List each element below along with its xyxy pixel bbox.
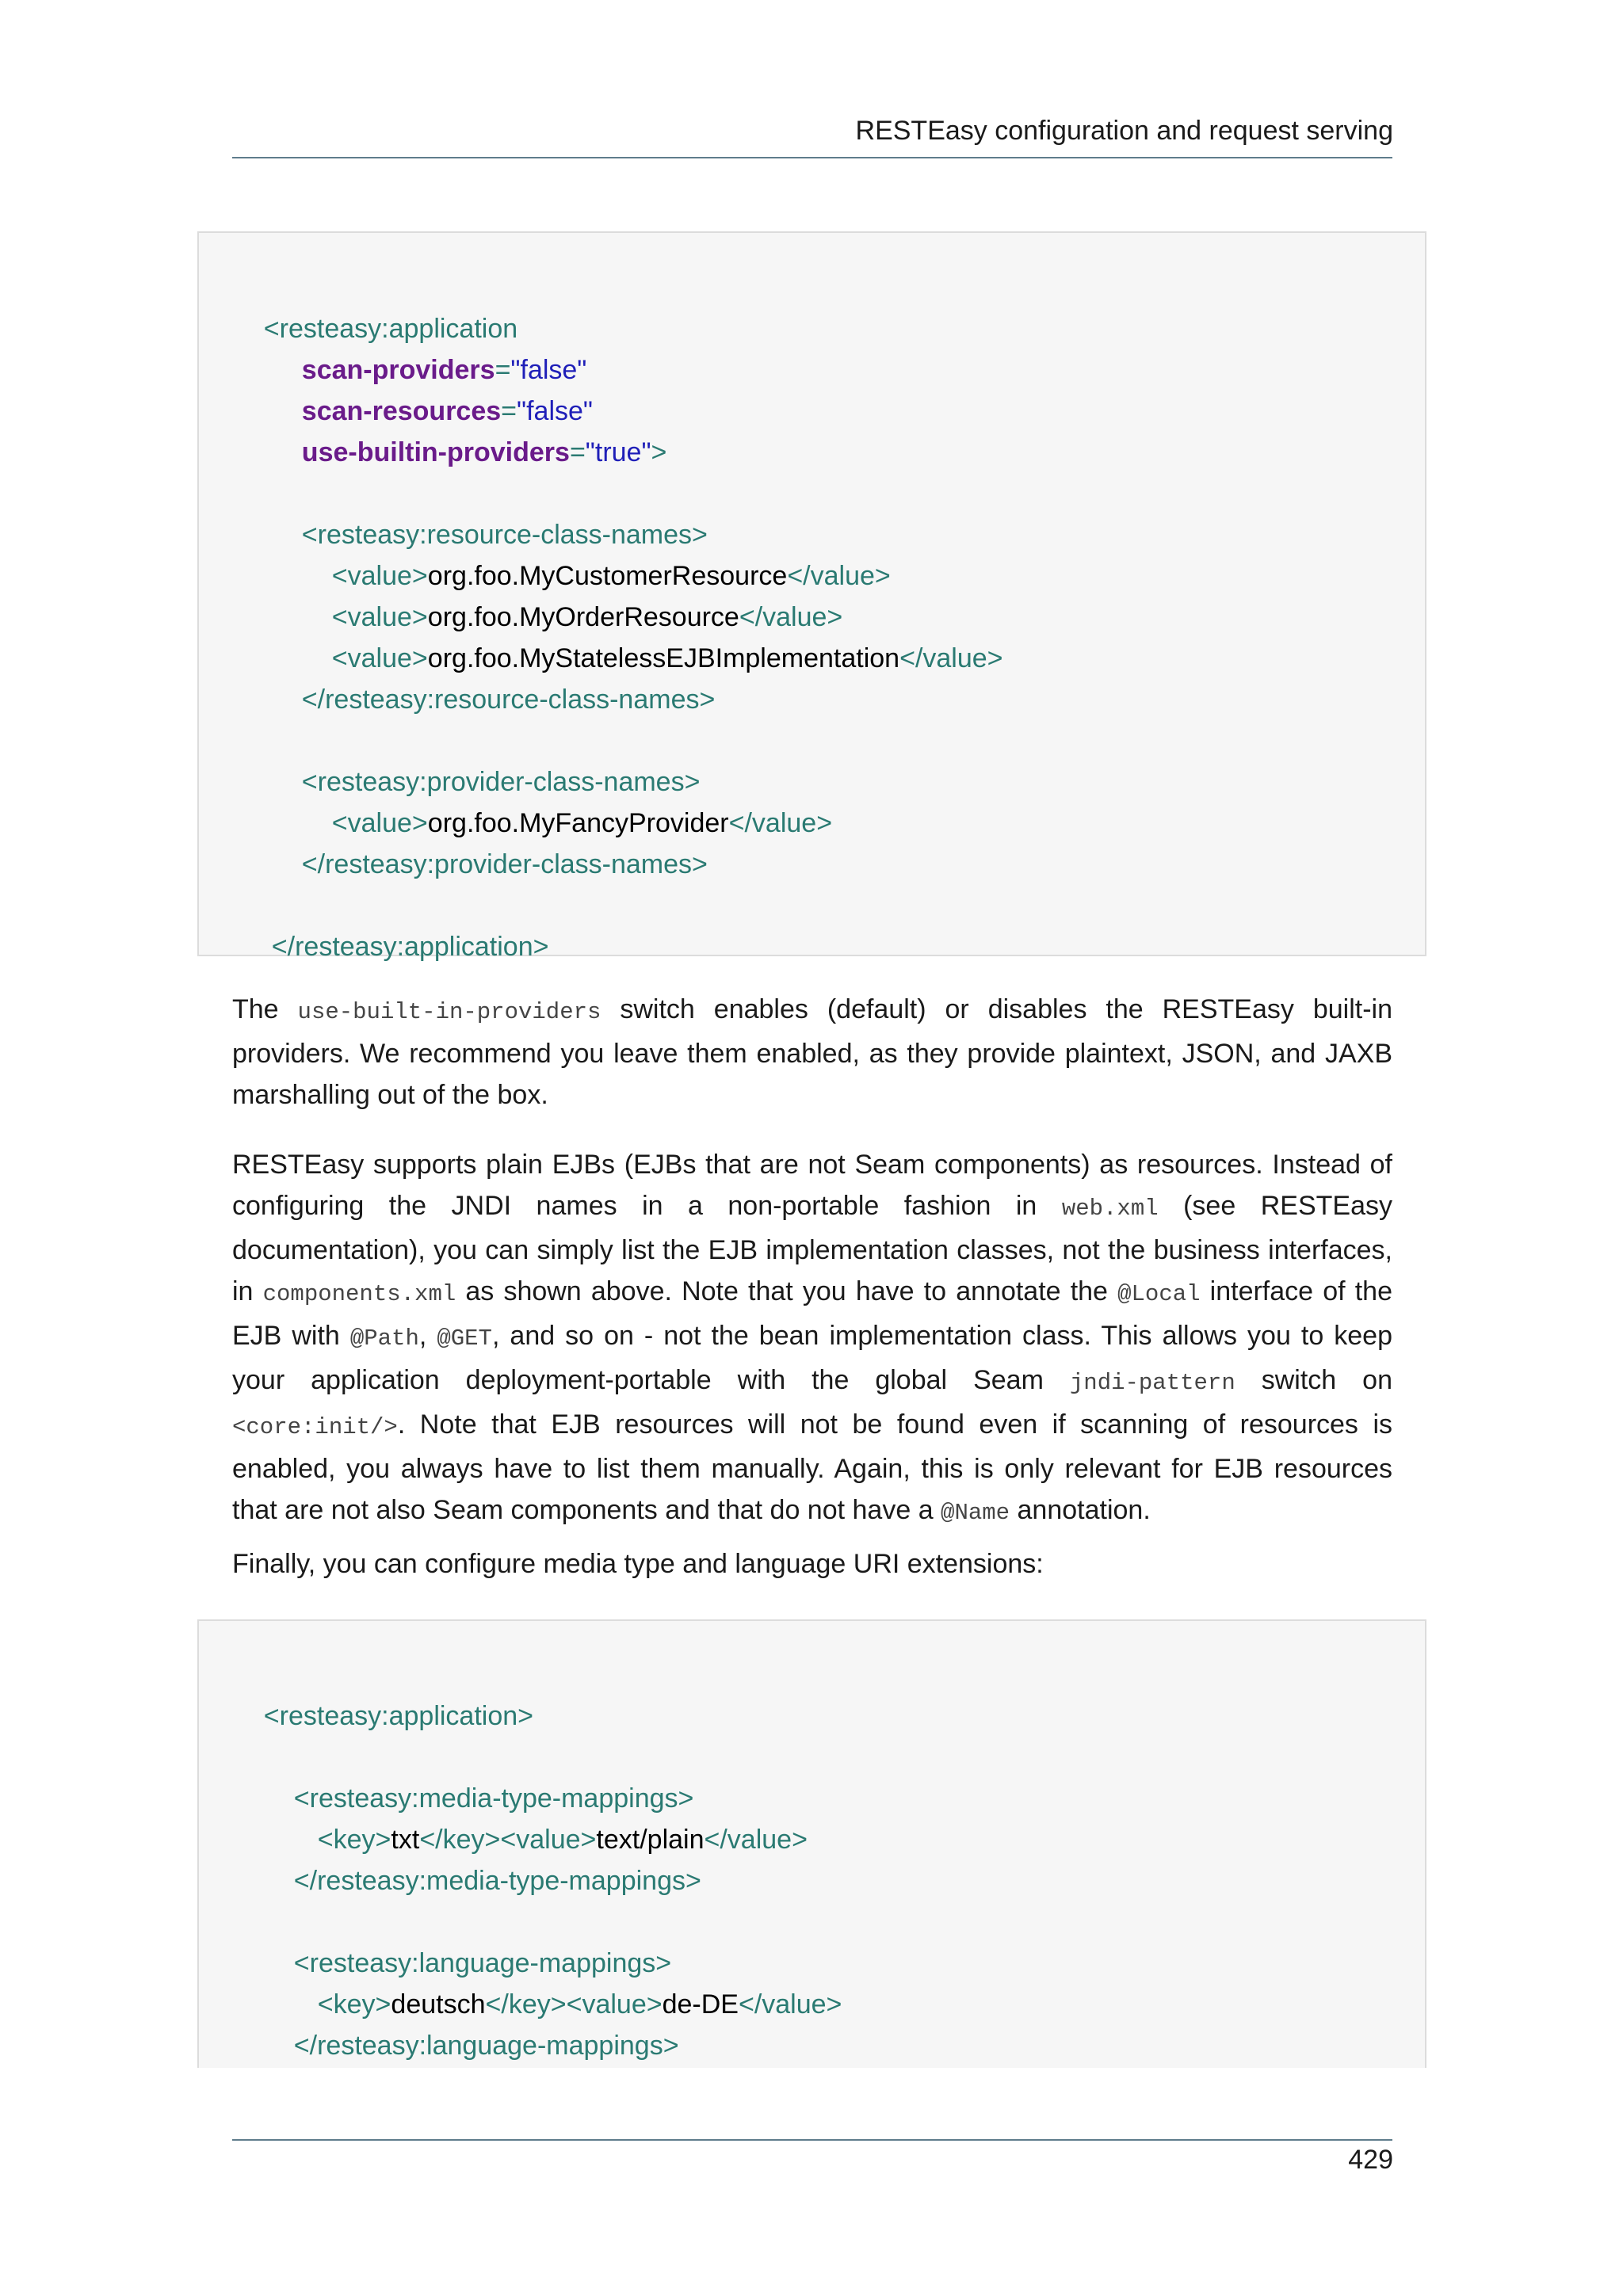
text: interface of the EJB with [232, 1276, 1392, 1351]
code-tag: <value> [331, 602, 428, 632]
code-tag: </value> [899, 643, 1003, 673]
code-line [302, 761, 833, 838]
inline-code: <core:init/> [232, 1414, 398, 1440]
code-tag: <resteasy:application> [263, 1701, 534, 1731]
inline-code: web.xml [1061, 1196, 1159, 1222]
code-tag: </resteasy:language-mappings> [293, 2031, 679, 2061]
code-line [264, 1819, 701, 1896]
text: (see RESTEasy documentation), you can simply list the EJB implementation classes, not the business interfaces, in [232, 1191, 1392, 1306]
code-string: "true" [585, 437, 651, 467]
text: , and so on - not the bean implementation class. This allows you to keep your application deployment-portable with the global Seam [232, 1321, 1392, 1395]
code-tag: <resteasy:resource-class-names> [301, 520, 708, 550]
code-tag: </resteasy:provider-class-names> [301, 849, 708, 879]
code-tag: <value> [500, 1825, 597, 1855]
paragraph-ejb-resources [232, 1144, 1392, 1534]
code-line [272, 638, 716, 715]
code-text: org.foo.MyStatelessEJBImplementation [427, 643, 900, 673]
code-line [264, 1984, 679, 2061]
code-tag: <resteasy:media-type-mappings> [293, 1783, 694, 1814]
code-line [272, 391, 667, 467]
code-line [234, 267, 518, 344]
code-attribute: scan-providers [301, 355, 495, 385]
text: as shown above. Note that you have to annotate the [456, 1276, 1118, 1306]
code-attribute: scan-resources [301, 396, 502, 426]
code-line [272, 803, 708, 879]
code-string: "false" [510, 355, 587, 385]
code-text: text/plain [596, 1825, 705, 1855]
code-tag: <value> [331, 808, 428, 838]
running-header: RESTEasy configuration and request serving [855, 116, 1393, 146]
code-text: org.foo.MyFancyProvider [427, 808, 729, 838]
code-equals: = [569, 437, 586, 467]
text: The [232, 994, 298, 1024]
code-tag: <value> [331, 643, 428, 673]
code-tag: <resteasy:application [263, 314, 518, 344]
code-line [242, 885, 549, 962]
text: switch on [1235, 1365, 1392, 1395]
text: switch enables (default) or disables the RESTEasy built-in providers. We recommend you leave them enabled, as they provide plaintext, JSON, and JAXB marshalling out of the box. [232, 994, 1392, 1110]
code-line [272, 308, 587, 385]
code-tag: </value> [728, 808, 833, 838]
code-line [264, 1901, 672, 1978]
code-tag: > [651, 437, 667, 467]
code-tag: <value> [566, 1989, 663, 2019]
code-text: org.foo.MyOrderResource [427, 602, 739, 632]
code-tag: </value> [704, 1825, 808, 1855]
code-block-1 [197, 231, 1426, 962]
inline-code: jndi-pattern [1069, 1370, 1235, 1396]
code-text: org.foo.MyCustomerResource [427, 561, 788, 591]
code-equals: = [495, 355, 511, 385]
code-attribute: use-builtin-providers [301, 437, 570, 467]
paragraph-uri-extensions [232, 1543, 1392, 1585]
code-tag: </resteasy:resource-class-names> [301, 685, 716, 715]
code-equals: = [501, 396, 517, 426]
inline-code: @Name [941, 1500, 1010, 1526]
text: , [418, 1321, 437, 1351]
inline-code: @Path [349, 1325, 419, 1352]
page-number: 429 [1348, 2145, 1393, 2175]
code-tag: <value> [331, 561, 428, 591]
code-tag: </key> [485, 1989, 567, 2019]
text: annotation. [1010, 1495, 1151, 1525]
code-tag: <resteasy:language-mappings> [293, 1948, 672, 1978]
code-line [272, 473, 708, 550]
code-tag: </value> [739, 602, 843, 632]
code-string: "false" [517, 396, 593, 426]
code-line [272, 720, 701, 797]
text: . Note that EJB resources will not be found even if scanning of resources is enabled, you always have to list them manually. Again, this is only relevant for EJB resources that are not also Seam components and that do not have a [232, 1409, 1392, 1525]
code-line [288, 1943, 842, 2019]
code-text: de-DE [662, 1989, 739, 2019]
code-line [302, 514, 891, 591]
code-line [234, 1654, 534, 1731]
code-tag: <resteasy:provider-class-names> [301, 767, 701, 797]
inline-code: use-built-in-providers [297, 999, 601, 1025]
code-line [288, 1778, 808, 1855]
code-line [302, 555, 843, 632]
code-text: deutsch [391, 1989, 486, 2019]
code-block-2 [197, 1619, 1426, 2068]
code-line [264, 1737, 694, 1814]
code-tag: </value> [787, 561, 891, 591]
code-text: txt [391, 1825, 420, 1855]
header-rule [232, 157, 1392, 158]
code-tag: </value> [738, 1989, 842, 2019]
footer-rule [232, 2139, 1392, 2141]
inline-code: @GET [437, 1325, 492, 1352]
inline-code: components.xml [262, 1281, 456, 1307]
code-tag: <key> [317, 1989, 391, 2019]
code-line [302, 597, 1003, 673]
text: RESTEasy supports plain EJBs (EJBs that are not Seam components) as resources. Instead of configuring the JNDI names in a non-portable fashion in [232, 1150, 1392, 1221]
inline-code: @Local [1117, 1281, 1201, 1307]
code-line [272, 349, 593, 426]
code-tag: </resteasy:media-type-mappings> [293, 1866, 701, 1896]
paragraph-builtin-providers [232, 989, 1392, 1116]
code-tag: <key> [317, 1825, 391, 1855]
text: Finally, you can configure media type and language URI extensions: [232, 1549, 1044, 1579]
code-tag: </resteasy:application> [271, 932, 549, 962]
code-tag: </key> [419, 1825, 501, 1855]
